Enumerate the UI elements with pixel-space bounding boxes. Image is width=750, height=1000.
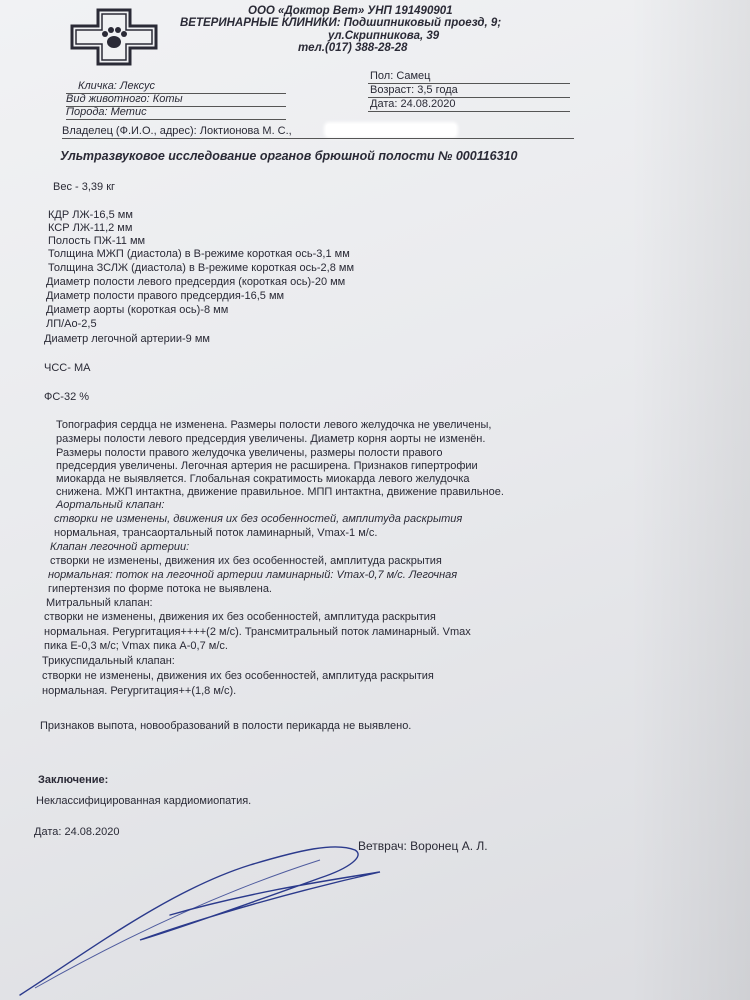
valve-heading-aortic: Аортальный клапан: [56,499,165,511]
footer-date: Дата: 24.08.2020 [34,826,120,838]
page-shadow [630,0,750,1000]
finding-line: гипертензия по форме потока не выявлена. [48,583,272,595]
measurement-line: КСР ЛЖ-11,2 мм [48,222,133,234]
effusion-note: Признаков выпота, новообразований в полости перикарда не выявлено. [40,720,412,732]
measurement-line: Диаметр легочной артерии-9 мм [44,333,210,345]
finding-line: створки не изменены, движения их без особенностей, амплитуда раскрытия [44,611,436,623]
header-phone: тел.(017) 388-28-28 [298,42,408,54]
clinic-logo-paw-cross-icon [70,8,158,66]
conclusion-text: Неклассифицированная кардиомиопатия. [36,795,252,807]
valve-heading-tricuspid: Трикуспидальный клапан: [42,655,175,667]
measurement-line: Толщина МЖП (диастола) в В-режиме короткая ось-3,1 мм [48,248,350,260]
finding-line: створки не изменены, движения их без особенностей, амплитуда раскрытия [54,513,463,525]
header-street: ул.Скрипникова, 39 [328,30,440,42]
patient-sex: Пол: Самец [370,70,431,82]
finding-line: Топография сердца не изменена. Размеры полости левого желудочка не увеличены, [56,419,492,431]
owner-field: Владелец (Ф.И.О., адрес): Локтионова М. С., [62,125,292,137]
weight: Вес - 3,39 кг [53,181,116,193]
patient-name: Кличка: Лексус [78,80,156,92]
patient-breed: Порода: Метис [66,106,147,118]
finding-line: створки не изменены, движения их без особенностей, амплитуда раскрытия [42,670,434,682]
finding-line: пика Е-0,3 м/с; Vmax пика А-0,7 м/с. [44,640,228,652]
conclusion-label: Заключение: [38,774,109,786]
finding-line: предсердия увеличены. Легочная артерия не расширена. Признаков гипертрофии [56,460,478,472]
finding-line: нормальная. Регургитация++(1,8 м/с). [42,685,237,697]
measurement-line: Диаметр полости левого предсердия (короткая ось)-20 мм [46,276,346,288]
measurement-line: КДР ЛЖ-16,5 мм [48,209,133,221]
finding-line: Размеры полости правого желудочка увеличены, размеры полости правого [56,447,443,459]
patient-date: Дата: 24.08.2020 [370,98,456,110]
valve-heading-pulmonary: Клапан легочной артерии: [50,541,190,553]
finding-line: размеры полости левого предсердия увеличены. Диаметр корня аорты не изменён. [56,433,486,445]
handwritten-signature [0,820,450,1000]
header-company: ООО «Доктор Вет» УНП 191490901 [248,5,453,17]
measurement-line: ЛП/Ао-2,5 [46,318,97,330]
patient-age: Возраст: 3,5 года [370,84,458,96]
finding-line: нормальная, трансаортальный поток ламинарный, Vmax-1 м/с. [54,527,378,539]
document-title: Ультразвуковое исследование органов брюшной полости № 000116310 [60,149,518,163]
heart-rate: ЧСС- МА [44,362,91,374]
measurement-line: Полость ПЖ-11 мм [48,235,146,247]
vet-signature-line: Ветврач: Воронец А. Л. [358,839,488,853]
underline [62,138,574,139]
measurement-line: Диаметр полости правого предсердия-16,5 мм [46,290,285,302]
finding-line: нормальная. Регургитация++++(2 м/с). Трансмитральный поток ламинарный. Vmax [44,626,471,638]
fractional-shortening: ФС-32 % [44,391,90,403]
finding-line: нормальная: поток на легочной артерии ламинарный: Vmax-0,7 м/с. Легочная [48,569,458,581]
patient-species: Вид животного: Коты [66,93,183,105]
underline [368,111,570,112]
measurement-line: Диаметр аорты (короткая ось)-8 мм [46,304,229,316]
header-clinics: ВЕТЕРИНАРНЫЕ КЛИНИКИ: Подшипниковый проезд, 9; [180,17,502,29]
measurement-line: Толщина ЗСЛЖ (диастола) в В-режиме короткая ось-2,8 мм [48,262,355,274]
redaction-mark [326,124,456,136]
finding-line: снижена. МЖП интактна, движение правильное. МПП интактна, движение правильное. [56,486,504,498]
valve-heading-mitral: Митральный клапан: [46,597,153,609]
finding-line: миокарда не выявляется. Глобальная сократимость миокарда левого желудочка [56,473,470,485]
finding-line: створки не изменены, движения их без особенностей, амплитуда раскрытия [50,555,442,567]
underline [66,119,286,120]
